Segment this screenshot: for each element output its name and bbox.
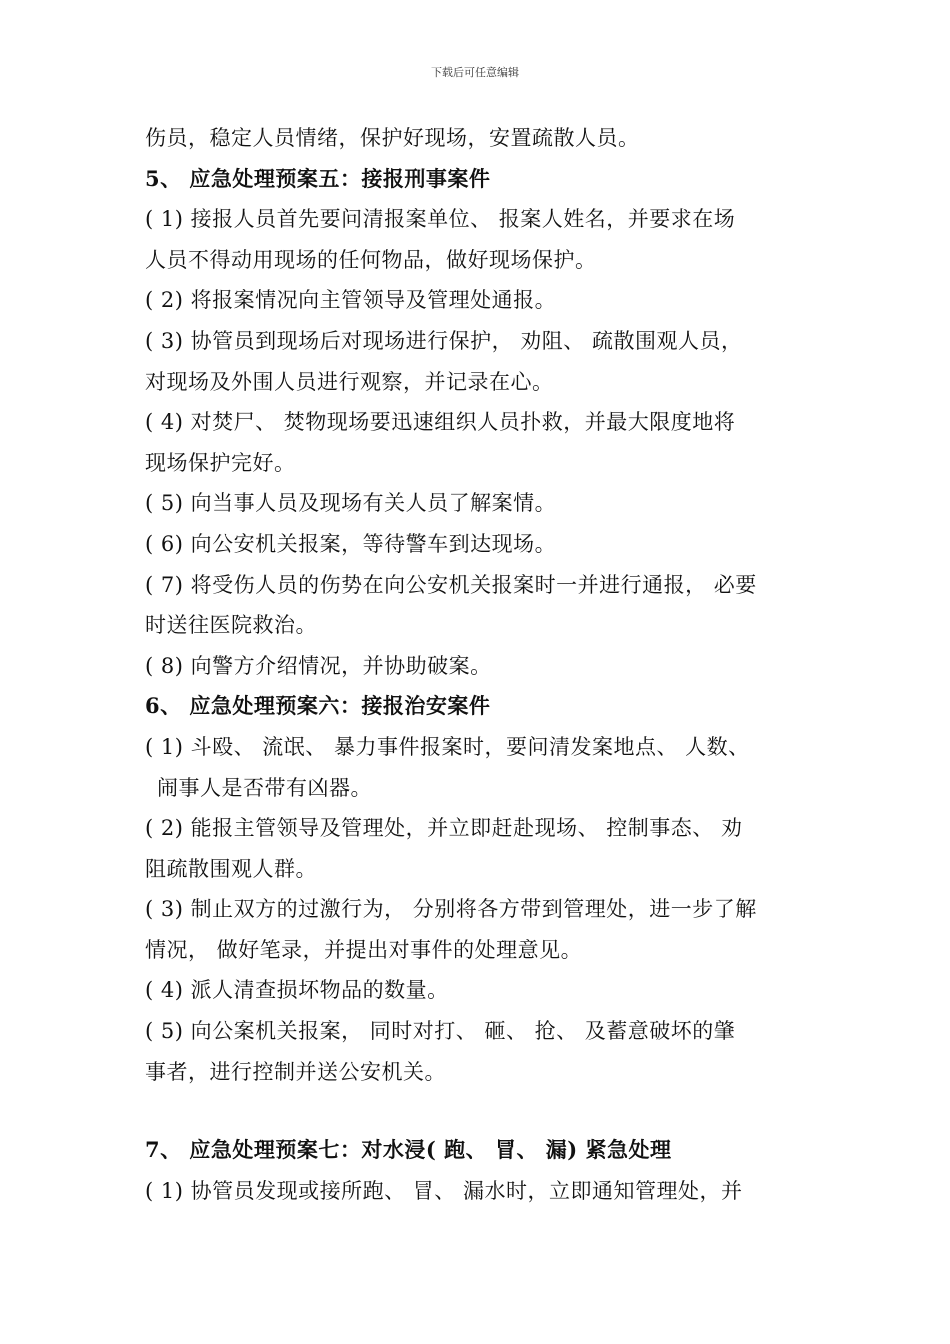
text-line: ( 5) 向公案机关报案， 同时对打、 砸、 抢、 及蓄意破坏的肇 bbox=[145, 1019, 736, 1044]
section-heading: 5、 应急处理预案五：接报刑事案件 bbox=[145, 165, 491, 191]
document-body bbox=[145, 118, 825, 1211]
section-heading: 7、 应急处理预案七：对水浸( 跑、 冒、 漏) 紧急处理 bbox=[145, 1137, 672, 1163]
text-line: ( 2) 将报案情况向主管领导及管理处通报。 bbox=[145, 288, 557, 313]
paragraph-gap bbox=[145, 1092, 825, 1130]
text-line: 闹事人是否带有凶器。 bbox=[157, 775, 372, 800]
text-line: 人员不得动用现场的任何物品，做好现场保护。 bbox=[145, 247, 597, 272]
text-line: ( 4) 派人清查损坏物品的数量。 bbox=[145, 978, 449, 1003]
text-line: 伤员，稳定人员情绪，保护好现场，安置疏散人员。 bbox=[145, 126, 640, 150]
text-line: ( 1) 协管员发现或接所跑、 冒、 漏水时，立即通知管理处，并 bbox=[145, 1178, 743, 1203]
text-line: ( 1) 接报人员首先要问清报案单位、 报案人姓名，并要求在场 bbox=[145, 207, 736, 232]
text-line: ( 8) 向警方介绍情况，并协助破案。 bbox=[145, 653, 492, 678]
text-line: 情况， 做好笔录，并提出对事件的处理意见。 bbox=[145, 937, 583, 962]
page-header: 下载后可任意编辑 bbox=[431, 66, 519, 79]
text-line: 现场保护完好。 bbox=[145, 450, 296, 475]
text-line: 时送往医院救治。 bbox=[145, 613, 317, 638]
text-line: ( 6) 向公安机关报案，等待警车到达现场。 bbox=[145, 531, 557, 556]
text-line: ( 3) 制止双方的过激行为， 分别将各方带到管理处，进一步了解 bbox=[145, 897, 757, 922]
text-line: 对现场及外围人员进行观察，并记录在心。 bbox=[145, 369, 554, 394]
text-line: ( 5) 向当事人员及现场有关人员了解案情。 bbox=[145, 491, 557, 516]
text-line: ( 4) 对焚尸、 焚物现场要迅速组织人员扑救，并最大限度地将 bbox=[145, 410, 736, 435]
text-line: 阻疏散围观人群。 bbox=[145, 856, 317, 881]
text-line: 事者，进行控制并送公安机关。 bbox=[145, 1059, 446, 1084]
section-heading: 6、 应急处理预案六：接报治安案件 bbox=[145, 693, 491, 719]
text-line: ( 7) 将受伤人员的伤势在向公安机关报案时一并进行通报， 必要 bbox=[145, 572, 757, 597]
text-line: ( 2) 能报主管领导及管理处，并立即赶赴现场、 控制事态、 劝 bbox=[145, 816, 743, 841]
text-line: ( 1) 斗殴、 流氓、 暴力事件报案时，要问清发案地点、 人数、 bbox=[145, 734, 750, 759]
text-line: ( 3) 协管员到现场后对现场进行保护， 劝阻、 疏散围观人员， bbox=[145, 328, 743, 353]
